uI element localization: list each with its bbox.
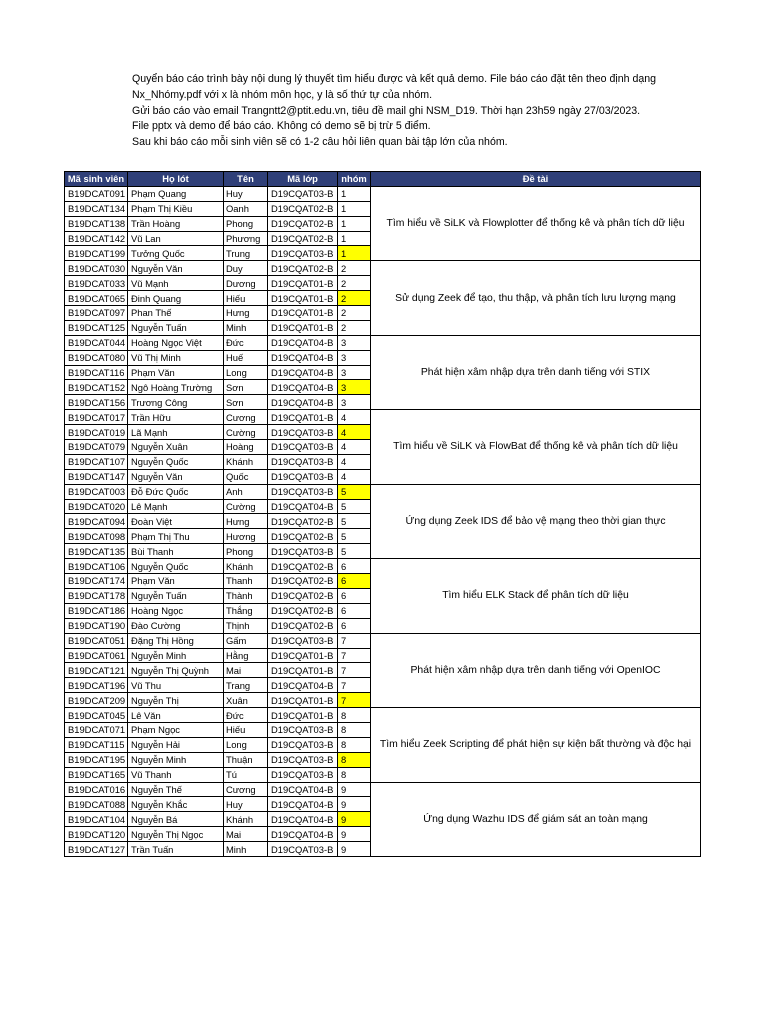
class-code-cell: D19CQAT04-B — [268, 335, 338, 350]
class-code-cell: D19CQAT02-B — [268, 201, 338, 216]
middle-name-cell: Phạm Thị Thu — [128, 529, 224, 544]
class-code-cell: D19CQAT04-B — [268, 499, 338, 514]
instruction-line: Gửi báo cáo vào email Trangntt2@ptit.edu.vn, tiêu đề mail ghi NSM_D19. Thời hạn 23h59 ngày 27/03/2023. — [132, 104, 641, 117]
class-code-cell: D19CQAT03-B — [268, 484, 338, 499]
student-id-cell: B19DCAT156 — [65, 395, 128, 410]
class-code-cell: D19CQAT01-B — [268, 663, 338, 678]
first-name-cell: Khánh — [224, 812, 268, 827]
first-name-cell: Minh — [224, 842, 268, 857]
group-cell: 5 — [338, 514, 371, 529]
student-id-cell: B19DCAT016 — [65, 782, 128, 797]
class-code-cell: D19CQAT04-B — [268, 365, 338, 380]
group-cell: 4 — [338, 425, 371, 440]
student-id-cell: B19DCAT020 — [65, 499, 128, 514]
class-code-cell: D19CQAT04-B — [268, 395, 338, 410]
class-code-cell: D19CQAT03-B — [268, 722, 338, 737]
group-cell: 4 — [338, 410, 371, 425]
first-name-cell: Phong — [224, 216, 268, 231]
header-class-code: Mã lớp — [268, 172, 338, 187]
class-code-cell: D19CQAT02-B — [268, 231, 338, 246]
first-name-cell: Duy — [224, 261, 268, 276]
student-id-cell: B19DCAT138 — [65, 216, 128, 231]
group-cell: 6 — [338, 559, 371, 574]
middle-name-cell: Trần Hữu — [128, 410, 224, 425]
middle-name-cell: Phạm Ngọc — [128, 722, 224, 737]
topic-cell: Tìm hiểu về SiLK và FlowBat để thống kê và phân tích dữ liệu — [371, 410, 701, 484]
topic-cell: Tìm hiểu Zeek Scripting để phát hiện sự kiện bất thường và độc hại — [371, 708, 701, 782]
group-cell: 5 — [338, 484, 371, 499]
class-code-cell: D19CQAT02-B — [268, 216, 338, 231]
class-code-cell: D19CQAT03-B — [268, 737, 338, 752]
group-cell: 6 — [338, 603, 371, 618]
first-name-cell: Mai — [224, 827, 268, 842]
group-cell: 6 — [338, 618, 371, 633]
group-cell: 4 — [338, 440, 371, 455]
middle-name-cell: Nguyễn Văn — [128, 261, 224, 276]
middle-name-cell: Đinh Quang — [128, 291, 224, 306]
class-code-cell: D19CQAT01-B — [268, 306, 338, 321]
group-cell: 9 — [338, 782, 371, 797]
class-code-cell: D19CQAT04-B — [268, 380, 338, 395]
group-cell: 8 — [338, 752, 371, 767]
group-cell: 7 — [338, 633, 371, 648]
middle-name-cell: Trần Hoàng — [128, 216, 224, 231]
class-code-cell: D19CQAT01-B — [268, 276, 338, 291]
student-id-cell: B19DCAT080 — [65, 350, 128, 365]
first-name-cell: Thanh — [224, 574, 268, 589]
first-name-cell: Hưng — [224, 514, 268, 529]
table-row — [65, 261, 701, 276]
group-cell: 2 — [338, 291, 371, 306]
student-id-cell: B19DCAT017 — [65, 410, 128, 425]
middle-name-cell: Phan Thế — [128, 306, 224, 321]
first-name-cell: Gấm — [224, 633, 268, 648]
student-id-cell: B19DCAT209 — [65, 693, 128, 708]
middle-name-cell: Đoàn Việt — [128, 514, 224, 529]
group-cell: 3 — [338, 395, 371, 410]
first-name-cell: Thành — [224, 588, 268, 603]
class-code-cell: D19CQAT02-B — [268, 618, 338, 633]
student-id-cell: B19DCAT104 — [65, 812, 128, 827]
group-cell: 8 — [338, 708, 371, 723]
class-code-cell: D19CQAT03-B — [268, 842, 338, 857]
group-cell: 9 — [338, 797, 371, 812]
topic-cell: Sử dụng Zeek để tạo, thu thập, và phân tích lưu lượng mạng — [371, 261, 701, 335]
first-name-cell: Huy — [224, 797, 268, 812]
class-code-cell: D19CQAT03-B — [268, 767, 338, 782]
first-name-cell: Quốc — [224, 469, 268, 484]
student-id-cell: B19DCAT152 — [65, 380, 128, 395]
group-cell: 5 — [338, 499, 371, 514]
group-cell: 7 — [338, 648, 371, 663]
first-name-cell: Hằng — [224, 648, 268, 663]
first-name-cell: Huế — [224, 350, 268, 365]
student-id-cell: B19DCAT125 — [65, 320, 128, 335]
first-name-cell: Cường — [224, 499, 268, 514]
first-name-cell: Cương — [224, 410, 268, 425]
middle-name-cell: Lê Văn — [128, 708, 224, 723]
middle-name-cell: Nguyễn Khắc — [128, 797, 224, 812]
class-code-cell: D19CQAT01-B — [268, 320, 338, 335]
group-cell: 7 — [338, 678, 371, 693]
student-id-cell: B19DCAT116 — [65, 365, 128, 380]
student-id-cell: B19DCAT127 — [65, 842, 128, 857]
group-cell: 7 — [338, 663, 371, 678]
student-id-cell: B19DCAT142 — [65, 231, 128, 246]
middle-name-cell: Phạm Thị Kiều — [128, 201, 224, 216]
student-id-cell: B19DCAT165 — [65, 767, 128, 782]
assignment-table — [64, 171, 701, 857]
student-id-cell: B19DCAT097 — [65, 306, 128, 321]
instruction-line: Quyển báo cáo trình bày nội dung lý thuyết tìm hiểu được và kết quả demo. File báo cáo đặt tên theo định dạng — [132, 73, 657, 85]
student-id-cell: B19DCAT107 — [65, 454, 128, 469]
group-cell: 1 — [338, 201, 371, 216]
class-code-cell: D19CQAT04-B — [268, 678, 338, 693]
student-id-cell: B19DCAT199 — [65, 246, 128, 261]
middle-name-cell: Vũ Thị Minh — [128, 350, 224, 365]
first-name-cell: Mai — [224, 663, 268, 678]
first-name-cell: Hương — [224, 529, 268, 544]
class-code-cell: D19CQAT03-B — [268, 454, 338, 469]
first-name-cell: Hưng — [224, 306, 268, 321]
middle-name-cell: Nguyễn Tuấn — [128, 588, 224, 603]
first-name-cell: Hiếu — [224, 722, 268, 737]
class-code-cell: D19CQAT01-B — [268, 410, 338, 425]
middle-name-cell: Nguyễn Bá — [128, 812, 224, 827]
table-row — [65, 559, 701, 574]
topic-cell: Ứng dụng Wazhu IDS để giám sát an toàn mạng — [371, 782, 701, 856]
middle-name-cell: Bùi Thanh — [128, 544, 224, 559]
middle-name-cell: Trần Tuấn — [128, 842, 224, 857]
first-name-cell: Cường — [224, 425, 268, 440]
group-cell: 3 — [338, 335, 371, 350]
first-name-cell: Oanh — [224, 201, 268, 216]
first-name-cell: Thuận — [224, 752, 268, 767]
class-code-cell: D19CQAT03-B — [268, 425, 338, 440]
group-cell: 8 — [338, 737, 371, 752]
class-code-cell: D19CQAT01-B — [268, 693, 338, 708]
middle-name-cell: Vũ Thanh — [128, 767, 224, 782]
middle-name-cell: Lê Mạnh — [128, 499, 224, 514]
class-code-cell: D19CQAT03-B — [268, 752, 338, 767]
first-name-cell: Trung — [224, 246, 268, 261]
first-name-cell: Hoàng — [224, 440, 268, 455]
group-cell: 1 — [338, 216, 371, 231]
middle-name-cell: Phạm Văn — [128, 365, 224, 380]
group-cell: 5 — [338, 544, 371, 559]
first-name-cell: Tú — [224, 767, 268, 782]
group-cell: 9 — [338, 827, 371, 842]
group-cell: 9 — [338, 812, 371, 827]
middle-name-cell: Nguyễn Tuấn — [128, 320, 224, 335]
class-code-cell: D19CQAT03-B — [268, 186, 338, 201]
first-name-cell: Minh — [224, 320, 268, 335]
group-cell: 3 — [338, 365, 371, 380]
middle-name-cell: Nguyễn Thị Quỳnh — [128, 663, 224, 678]
class-code-cell: D19CQAT02-B — [268, 588, 338, 603]
student-id-cell: B19DCAT065 — [65, 291, 128, 306]
instructions — [132, 72, 732, 151]
group-cell: 5 — [338, 529, 371, 544]
class-code-cell: D19CQAT02-B — [268, 559, 338, 574]
first-name-cell: Huy — [224, 186, 268, 201]
topic-cell: Phát hiện xâm nhập dựa trên danh tiếng với STIX — [371, 335, 701, 409]
table-row — [65, 484, 701, 499]
middle-name-cell: Vũ Thu — [128, 678, 224, 693]
class-code-cell: D19CQAT03-B — [268, 469, 338, 484]
student-id-cell: B19DCAT098 — [65, 529, 128, 544]
middle-name-cell: Nguyễn Quốc — [128, 454, 224, 469]
group-cell: 1 — [338, 186, 371, 201]
student-id-cell: B19DCAT071 — [65, 722, 128, 737]
middle-name-cell: Nguyễn Quốc — [128, 559, 224, 574]
student-id-cell: B19DCAT174 — [65, 574, 128, 589]
class-code-cell: D19CQAT03-B — [268, 440, 338, 455]
middle-name-cell: Vũ Lan — [128, 231, 224, 246]
class-code-cell: D19CQAT03-B — [268, 633, 338, 648]
group-cell: 9 — [338, 842, 371, 857]
topic-cell: Tìm hiểu về SiLK và Flowplotter để thống kê và phân tích dữ liệu — [371, 186, 701, 260]
middle-name-cell: Lã Mạnh — [128, 425, 224, 440]
middle-name-cell: Nguyễn Minh — [128, 752, 224, 767]
student-id-cell: B19DCAT190 — [65, 618, 128, 633]
header-first-name: Tên — [224, 172, 268, 187]
student-id-cell: B19DCAT091 — [65, 186, 128, 201]
middle-name-cell: Ngô Hoàng Trường — [128, 380, 224, 395]
first-name-cell: Phương — [224, 231, 268, 246]
group-cell: 8 — [338, 767, 371, 782]
header-group: nhóm — [338, 172, 371, 187]
student-id-cell: B19DCAT079 — [65, 440, 128, 455]
first-name-cell: Sơn — [224, 380, 268, 395]
topic-cell: Phát hiện xâm nhập dựa trên danh tiếng với OpenIOC — [371, 633, 701, 707]
student-id-cell: B19DCAT019 — [65, 425, 128, 440]
first-name-cell: Trang — [224, 678, 268, 693]
group-cell: 8 — [338, 722, 371, 737]
student-id-cell: B19DCAT044 — [65, 335, 128, 350]
instruction-line: File pptx và demo để báo cáo. Không có demo sẽ bị trừ 5 điểm. — [132, 120, 431, 133]
middle-name-cell: Nguyễn Minh — [128, 648, 224, 663]
class-code-cell: D19CQAT04-B — [268, 350, 338, 365]
middle-name-cell: Trương Công — [128, 395, 224, 410]
student-id-cell: B19DCAT196 — [65, 678, 128, 693]
group-cell: 1 — [338, 246, 371, 261]
student-id-cell: B19DCAT120 — [65, 827, 128, 842]
table-row — [65, 186, 701, 201]
first-name-cell: Thịnh — [224, 618, 268, 633]
group-cell: 3 — [338, 350, 371, 365]
first-name-cell: Sơn — [224, 395, 268, 410]
student-id-cell: B19DCAT135 — [65, 544, 128, 559]
class-code-cell: D19CQAT01-B — [268, 291, 338, 306]
first-name-cell: Dương — [224, 276, 268, 291]
middle-name-cell: Đỗ Đức Quốc — [128, 484, 224, 499]
group-cell: 1 — [338, 231, 371, 246]
student-id-cell: B19DCAT186 — [65, 603, 128, 618]
first-name-cell: Đức — [224, 335, 268, 350]
group-cell: 4 — [338, 454, 371, 469]
student-id-cell: B19DCAT094 — [65, 514, 128, 529]
first-name-cell: Phong — [224, 544, 268, 559]
group-cell: 2 — [338, 306, 371, 321]
group-cell: 2 — [338, 320, 371, 335]
table-row — [65, 335, 701, 350]
class-code-cell: D19CQAT04-B — [268, 782, 338, 797]
instruction-line: Sau khi báo cáo mỗi sinh viên sẽ có 1-2 câu hỏi liên quan bài tập lớn của nhóm. — [132, 136, 508, 149]
topic-cell: Ứng dụng Zeek IDS để bảo vệ mạng theo thời gian thực — [371, 484, 701, 558]
middle-name-cell: Vũ Mạnh — [128, 276, 224, 291]
middle-name-cell: Tưởng Quốc — [128, 246, 224, 261]
student-id-cell: B19DCAT088 — [65, 797, 128, 812]
student-id-cell: B19DCAT045 — [65, 708, 128, 723]
first-name-cell: Đức — [224, 708, 268, 723]
table-row — [65, 633, 701, 648]
student-id-cell: B19DCAT030 — [65, 261, 128, 276]
header-row — [65, 172, 701, 187]
class-code-cell: D19CQAT02-B — [268, 514, 338, 529]
group-cell: 4 — [338, 469, 371, 484]
class-code-cell: D19CQAT04-B — [268, 827, 338, 842]
first-name-cell: Khánh — [224, 454, 268, 469]
student-id-cell: B19DCAT147 — [65, 469, 128, 484]
group-cell: 6 — [338, 574, 371, 589]
first-name-cell: Hiếu — [224, 291, 268, 306]
class-code-cell: D19CQAT02-B — [268, 261, 338, 276]
student-id-cell: B19DCAT061 — [65, 648, 128, 663]
middle-name-cell: Đào Cường — [128, 618, 224, 633]
first-name-cell: Anh — [224, 484, 268, 499]
instruction-line: Nx_Nhómy.pdf với x là nhóm môn học, y là số thứ tự của nhóm. — [132, 88, 433, 101]
first-name-cell: Khánh — [224, 559, 268, 574]
first-name-cell: Cương — [224, 782, 268, 797]
student-id-cell: B19DCAT033 — [65, 276, 128, 291]
student-id-cell: B19DCAT134 — [65, 201, 128, 216]
first-name-cell: Long — [224, 365, 268, 380]
group-cell: 7 — [338, 693, 371, 708]
middle-name-cell: Đặng Thị Hồng — [128, 633, 224, 648]
middle-name-cell: Phạm Văn — [128, 574, 224, 589]
table-row — [65, 782, 701, 797]
first-name-cell: Xuân — [224, 693, 268, 708]
middle-name-cell: Phạm Quang — [128, 186, 224, 201]
class-code-cell: D19CQAT04-B — [268, 797, 338, 812]
header-middle-name: Họ lót — [128, 172, 224, 187]
student-id-cell: B19DCAT121 — [65, 663, 128, 678]
class-code-cell: D19CQAT04-B — [268, 812, 338, 827]
group-cell: 6 — [338, 588, 371, 603]
first-name-cell: Long — [224, 737, 268, 752]
class-code-cell: D19CQAT02-B — [268, 574, 338, 589]
header-student-id: Mã sinh viên — [65, 172, 128, 187]
middle-name-cell: Nguyễn Hải — [128, 737, 224, 752]
student-id-cell: B19DCAT051 — [65, 633, 128, 648]
student-id-cell: B19DCAT106 — [65, 559, 128, 574]
class-code-cell: D19CQAT02-B — [268, 529, 338, 544]
student-id-cell: B19DCAT195 — [65, 752, 128, 767]
header-topic: Đề tài — [371, 172, 701, 187]
middle-name-cell: Hoàng Ngọc Việt — [128, 335, 224, 350]
first-name-cell: Thắng — [224, 603, 268, 618]
group-cell: 3 — [338, 380, 371, 395]
table-row — [65, 410, 701, 425]
student-id-cell: B19DCAT178 — [65, 588, 128, 603]
middle-name-cell: Nguyễn Văn — [128, 469, 224, 484]
topic-cell: Tìm hiểu ELK Stack để phân tích dữ liệu — [371, 559, 701, 633]
group-cell: 2 — [338, 276, 371, 291]
class-code-cell: D19CQAT03-B — [268, 246, 338, 261]
class-code-cell: D19CQAT02-B — [268, 603, 338, 618]
middle-name-cell: Hoàng Ngọc — [128, 603, 224, 618]
table-row — [65, 708, 701, 723]
middle-name-cell: Nguyễn Xuân — [128, 440, 224, 455]
middle-name-cell: Nguyễn Thế — [128, 782, 224, 797]
group-cell: 2 — [338, 261, 371, 276]
class-code-cell: D19CQAT03-B — [268, 544, 338, 559]
class-code-cell: D19CQAT01-B — [268, 648, 338, 663]
class-code-cell: D19CQAT01-B — [268, 708, 338, 723]
student-id-cell: B19DCAT115 — [65, 737, 128, 752]
student-id-cell: B19DCAT003 — [65, 484, 128, 499]
middle-name-cell: Nguyễn Thị — [128, 693, 224, 708]
middle-name-cell: Nguyễn Thị Ngọc — [128, 827, 224, 842]
